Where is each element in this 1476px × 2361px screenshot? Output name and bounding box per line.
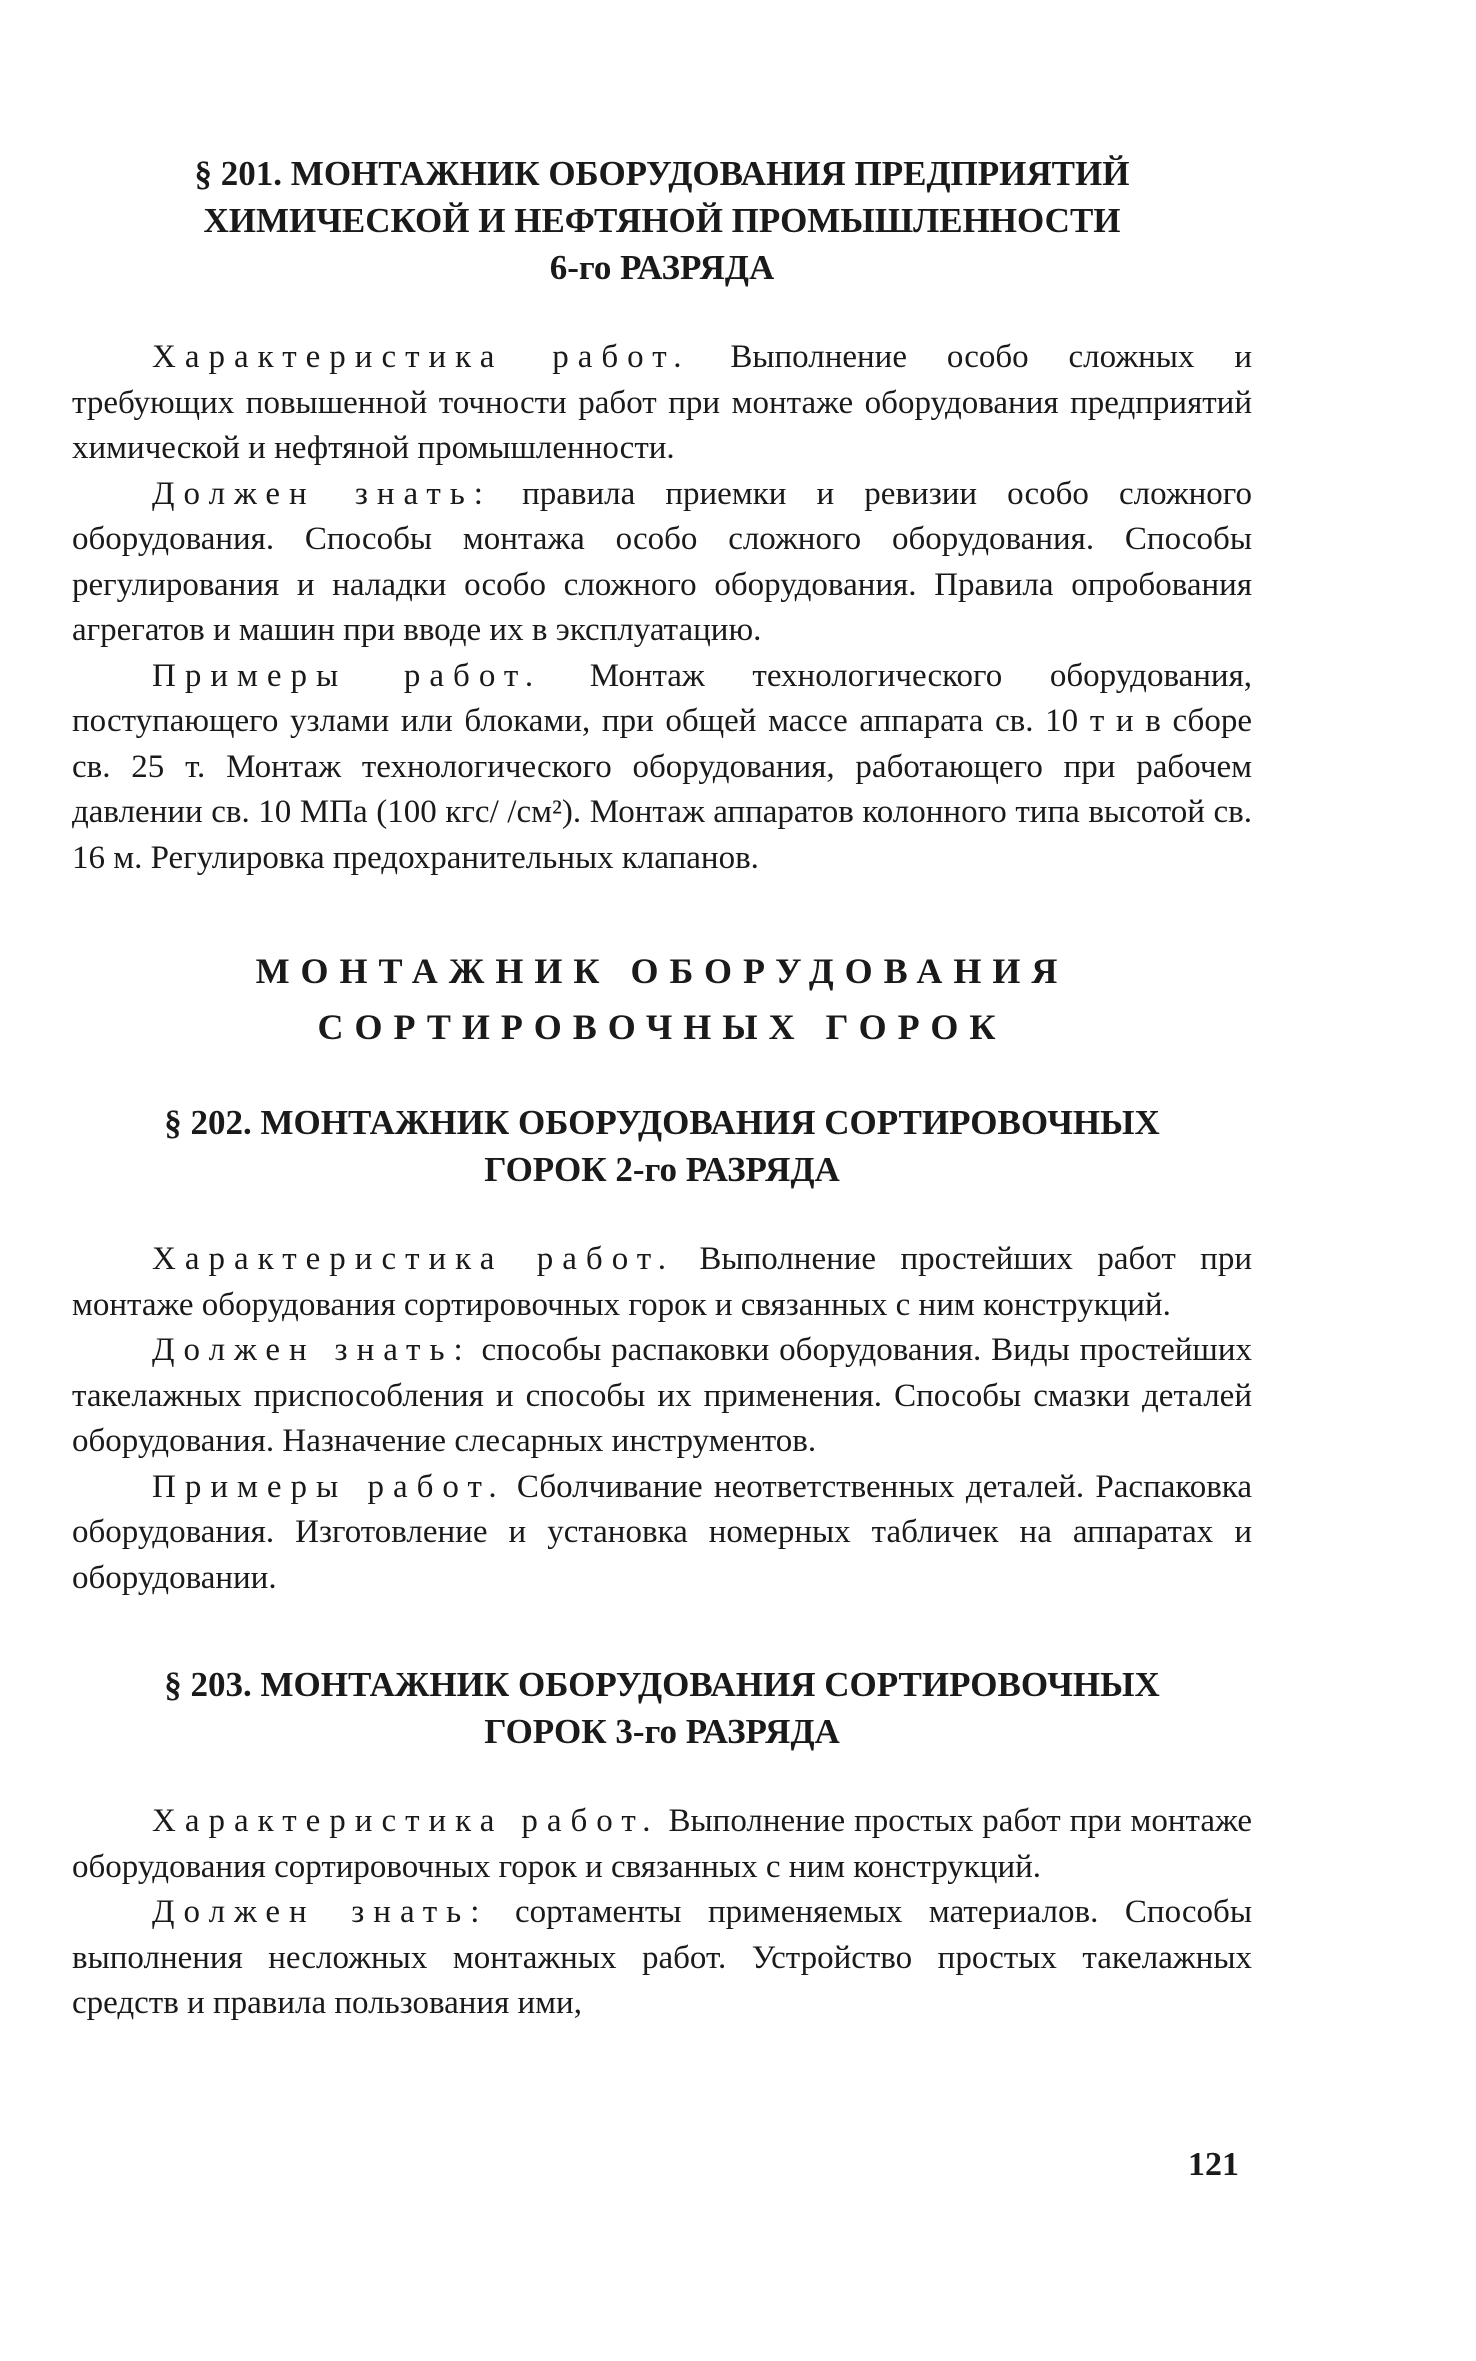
heading-line: § 201. МОНТАЖНИК ОБОРУДОВАНИЯ ПРЕДПРИЯТИЙ	[194, 154, 1130, 193]
paragraph	[72, 1328, 1252, 1465]
group-title-line: МОНТАЖНИК ОБОРУДОВАНИЯ	[255, 951, 1069, 991]
paragraph-text: способы распаковки оборудования. Виды простейших такелажных приспособления и способы их применения. Способы смазки деталей оборудования. Назначение слесарных инструментов.	[72, 1332, 1253, 1459]
heading-line: ХИМИЧЕСКОЙ И НЕФТЯНОЙ ПРОМЫШЛЕННОСТИ	[203, 201, 1121, 240]
document-page	[72, 150, 1252, 2027]
section-heading-201	[72, 150, 1252, 291]
section-body-203	[72, 1799, 1252, 2027]
paragraph-lead: Примеры работ.	[152, 1468, 506, 1505]
group-title	[72, 943, 1252, 1055]
group-title-line: СОРТИРОВОЧНЫХ ГОРОК	[317, 1007, 1007, 1047]
paragraph-text: сортаменты применяемых материалов. Способы выполнения несложных монтажных работ. Устройство простых такелажных средств и правила пользования ими,	[72, 1894, 1253, 2021]
paragraph-lead: Примеры работ.	[152, 657, 543, 694]
page-number: 121	[1188, 2146, 1239, 2183]
paragraph	[72, 1890, 1252, 2027]
paragraph	[72, 654, 1252, 882]
section-body-201	[72, 335, 1252, 881]
heading-line: ГОРОК 3-го РАЗРЯДА	[484, 1712, 840, 1751]
paragraph-text: Выполнение простейших работ при монтаже оборудования сортировочных горок и связанных с ним конструкций.	[72, 1241, 1252, 1323]
paragraph-text: правила приемки и ревизии особо сложного оборудования. Способы монтажа особо сложного оборудования. Способы регулирования и наладки особо сложного оборудования. Правила опробования агрегатов и машин при вводе их в эксплуатацию.	[72, 475, 1253, 648]
paragraph-lead: Должен знать:	[152, 475, 492, 512]
paragraph-text: Выполнение особо сложных и требующих повышенной точности работ при монтаже оборудования предприятий химической и нефтяной промышленности.	[72, 339, 1252, 466]
paragraph-lead: Должен знать:	[152, 1894, 489, 1930]
paragraph-lead: Характеристика работ.	[152, 1241, 675, 1277]
paragraph-text: Монтаж технологического оборудования, поступающего узлами или блоками, при общей массе аппарата св. 10 т и в сборе св. 25 т. Монтаж технологического оборудования, работающего при рабочем давлении св. 10 МПа (100 кгс/ /см²). Монтаж аппаратов колонного типа высотой св. 16 м. Регулировка предохранительных клапанов.	[72, 657, 1252, 876]
paragraph	[72, 335, 1252, 472]
heading-line: § 202. МОНТАЖНИК ОБОРУДОВАНИЯ СОРТИРОВОЧНЫХ	[164, 1103, 1160, 1142]
paragraph-text: Сболчивание неответственных деталей. Распаковка оборудования. Изготовление и установка номерных табличек на аппаратах и оборудовании.	[72, 1468, 1252, 1596]
paragraph	[72, 472, 1252, 654]
paragraph-lead: Должен знать:	[152, 1332, 472, 1368]
paragraph-lead: Характеристика работ.	[152, 339, 691, 375]
paragraph	[72, 1799, 1252, 1890]
paragraph	[72, 1237, 1252, 1328]
paragraph	[72, 1465, 1252, 1602]
heading-line: ГОРОК 2-го РАЗРЯДА	[484, 1150, 840, 1189]
heading-line: § 203. МОНТАЖНИК ОБОРУДОВАНИЯ СОРТИРОВОЧНЫХ	[164, 1665, 1160, 1704]
section-heading-202	[72, 1099, 1252, 1193]
section-body-202	[72, 1237, 1252, 1601]
heading-line: 6-го РАЗРЯДА	[549, 248, 775, 287]
paragraph-lead: Характеристика работ.	[152, 1803, 660, 1839]
paragraph-text: Выполнение простых работ при монтаже оборудования сортировочных горок и связанных с ним конструкций.	[72, 1803, 1252, 1885]
section-heading-203	[72, 1661, 1252, 1755]
